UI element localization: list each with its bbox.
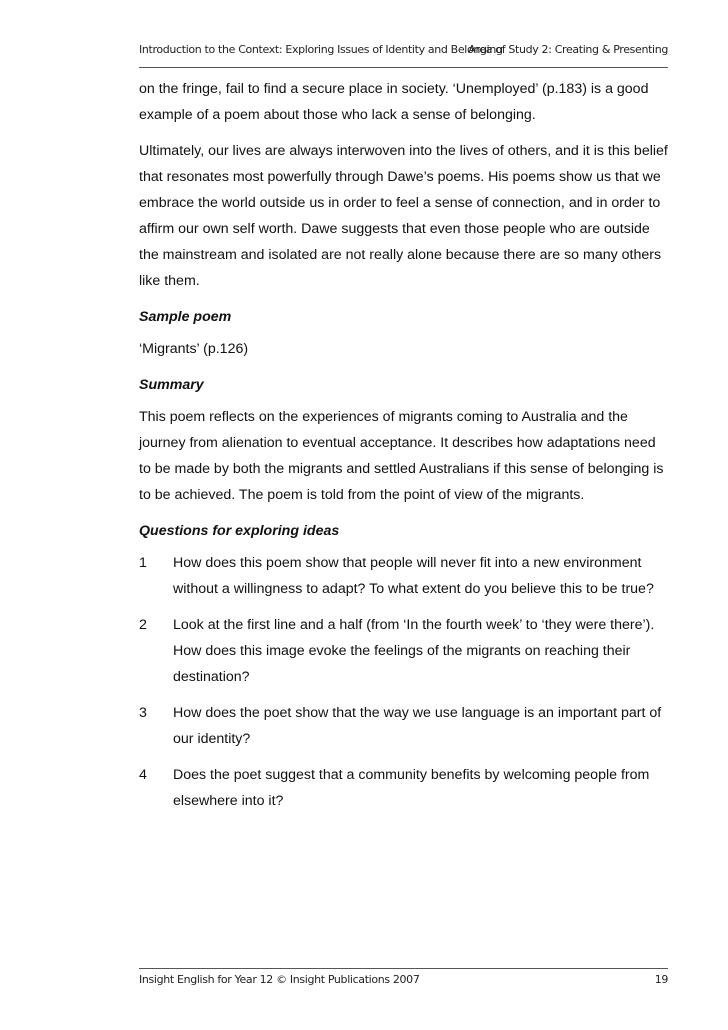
footer-publication: Insight English for Year 12 © Insight Publications 2007 bbox=[139, 973, 420, 986]
question-text: How does this poem show that people will never fit into a new environment without a willingness to adapt? To what extent do you believe this to be true? bbox=[173, 555, 654, 597]
question-number: 3 bbox=[139, 705, 147, 721]
question-item bbox=[139, 612, 669, 690]
question-text: Does the poet suggest that a community benefits by welcoming people from elsewhere into it? bbox=[173, 767, 650, 809]
page-content bbox=[139, 76, 669, 824]
sample-poem-title: ‘Migrants’ (p.126) bbox=[139, 341, 249, 357]
page-header bbox=[139, 43, 668, 63]
question-text: How does the poet show that the way we use language is an important part of our identity? bbox=[173, 705, 662, 747]
question-number: 1 bbox=[139, 555, 147, 571]
body-paragraph: Ultimately, our lives are always interwoven into the lives of others, and it is this belief that resonates most powerfully through Dawe’s poems. His poems show us that we embrace the world outside us in order to feel a sense of connection, and in order to affirm our own self worth. Dawe suggests that even those people who are outside the mainstream and isolated are not really alone because there are so many others like them. bbox=[139, 143, 668, 289]
header-context-title: Introduction to the Context: Exploring Issues of Identity and Belonging bbox=[139, 43, 503, 56]
question-item bbox=[139, 762, 669, 814]
footer-divider bbox=[139, 968, 668, 969]
question-item bbox=[139, 700, 669, 752]
question-number: 2 bbox=[139, 617, 147, 633]
body-paragraph: on the fringe, fail to find a secure place in society. ‘Unemployed’ (p.183) is a good example of a poem about those who lack a sense of belonging. bbox=[139, 81, 649, 123]
question-text: Look at the first line and a half (from ‘In the fourth week’ to ‘they were there’). How does this image evoke the feelings of the migrants on reaching their destination? bbox=[173, 617, 655, 685]
page-footer bbox=[139, 973, 668, 993]
header-divider bbox=[139, 67, 668, 68]
sample-poem-heading: Sample poem bbox=[139, 309, 232, 325]
question-item bbox=[139, 550, 669, 602]
questions-heading: Questions for exploring ideas bbox=[139, 523, 340, 539]
header-area-of-study: Area of Study 2: Creating & Presenting bbox=[468, 43, 668, 56]
summary-heading: Summary bbox=[139, 377, 204, 393]
page-number: 19 bbox=[654, 973, 668, 986]
questions-list bbox=[139, 550, 669, 814]
summary-text: This poem reflects on the experiences of migrants coming to Australia and the journey from alienation to eventual acceptance. It describes how adaptations need to be made by both the migrants and settled Australians if this sense of belonging is to be achieved. The poem is told from the point of view of the migrants. bbox=[139, 409, 664, 503]
question-number: 4 bbox=[139, 767, 147, 783]
